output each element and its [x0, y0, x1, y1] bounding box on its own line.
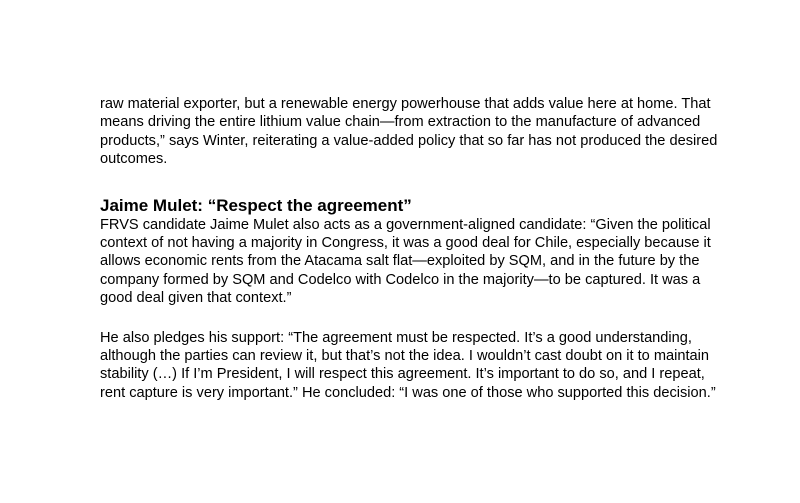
- paragraph-mulet-context: FRVS candidate Jaime Mulet also acts as a government-aligned candidate: “Given the political context of not having a majority in Congress, it was a good deal for Chile, especially because it allows economic rents from the Atacama salt flat—exploited by SQM, and in the future by the company formed by SQM and Codelco with Codelco in the majority—to be captured. It was a good deal given that context.”: [100, 216, 711, 307]
- section-heading-mulet: Jaime Mulet: “Respect the agreement”: [100, 195, 412, 215]
- article-body: [100, 95, 730, 402]
- paragraph-winter-quote: raw material exporter, but a renewable energy powerhouse that adds value here at home. That means driving the entire lithium value chain—from extraction to the manufacture of advanced products,” says Winter, reiterating a value-added policy that so far has not produced the desired outcomes.: [100, 96, 718, 168]
- paragraph-mulet-support: He also pledges his support: “The agreement must be respected. It’s a good understanding, although the parties can review it, but that’s not the idea. I wouldn’t cast doubt on it to maintain stability (…) If I’m President, I will respect this agreement. It’s important to do so, and I repeat, rent capture is very important.” He concluded: “I was one of those who supported this decision.”: [100, 329, 716, 401]
